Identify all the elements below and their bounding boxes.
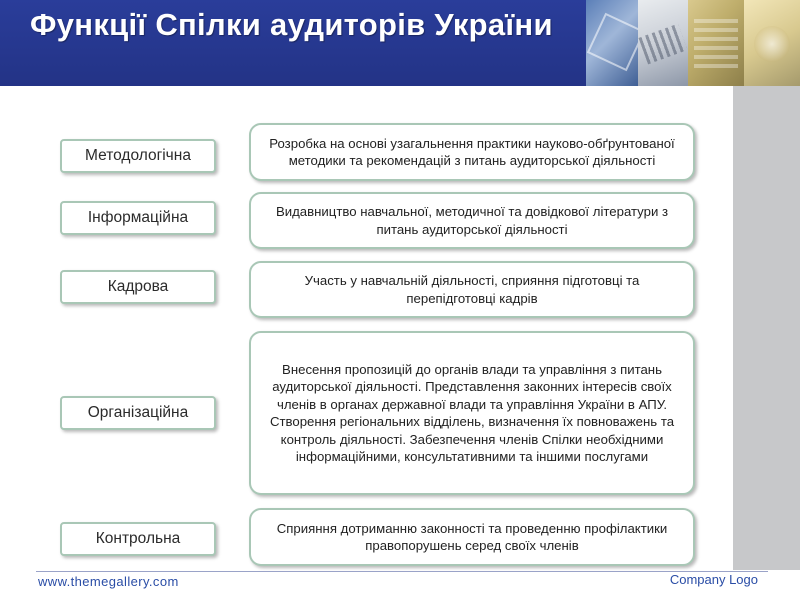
function-label-organizational: Організаційна — [60, 396, 216, 430]
function-desc-organizational: Внесення пропозицій до органів влади та управління з питань аудиторської діяльності. Представлення законних інтересів своїх членів в органах державної влади та управління України в АПУ. Створення регіональних відділень, визначення їх повноважень та контроль діяльності. Забезпечення членів Спілки необхідними інформаційними, консультативними та іншими послугами — [249, 331, 695, 495]
slide-title: Функції Спілки аудиторів України — [30, 7, 553, 42]
function-label-control: Контрольна — [60, 522, 216, 556]
function-desc-personnel: Участь у навчальній діяльності, сприяння підготовці та перепідготовці кадрів — [249, 261, 695, 318]
function-label-personnel: Кадрова — [60, 270, 216, 304]
header-banner — [0, 0, 800, 86]
footer-url-link[interactable]: www.themegallery.com — [38, 574, 179, 589]
function-desc-methodological: Розробка на основі узагальнення практики науково-обґрунтованої методики та рекомендацій з питань аудиторської діяльності — [249, 123, 695, 181]
function-desc-control: Сприяння дотриманню законності та проведенню профілактики правопорушень серед своїх членів — [249, 508, 695, 566]
footer-divider — [36, 571, 768, 572]
function-label-informational: Інформаційна — [60, 201, 216, 235]
header-photo-4 — [744, 0, 800, 86]
header-photo-1 — [586, 0, 638, 86]
function-label-methodological: Методологічна — [60, 139, 216, 173]
header-photo-3 — [688, 0, 744, 86]
header-photo-strip — [586, 0, 800, 86]
footer-company-logo: Company Logo — [669, 572, 758, 587]
side-decor-bar — [733, 86, 800, 570]
header-photo-2 — [638, 0, 688, 86]
function-desc-informational: Видавництво навчальної, методичної та довідкової літератури з питань аудиторської діяльності — [249, 192, 695, 249]
